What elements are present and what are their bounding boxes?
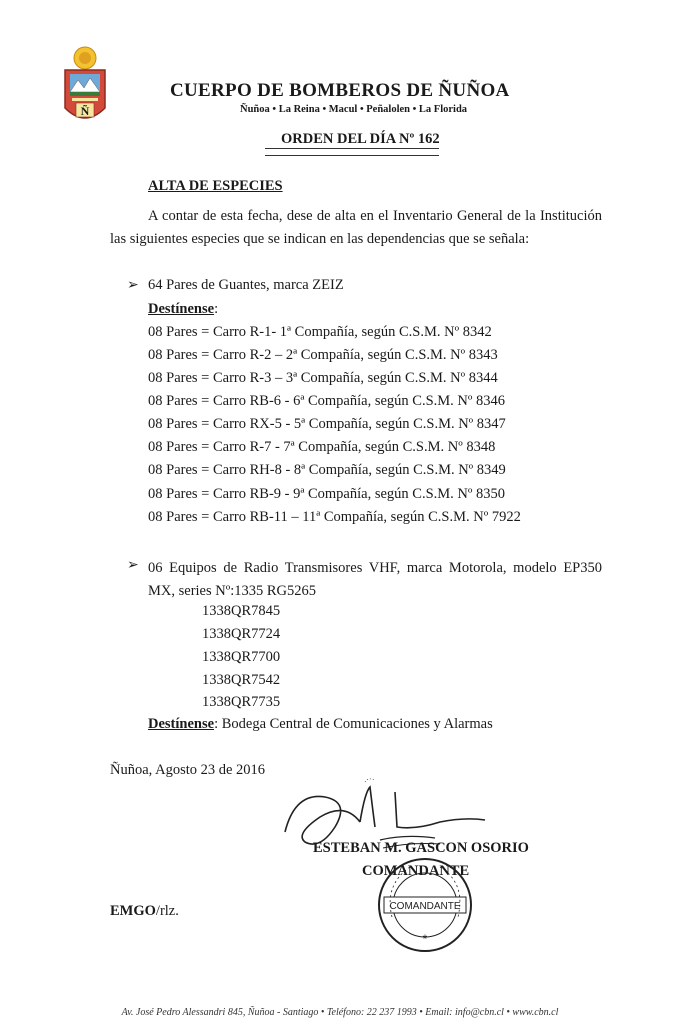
svg-text:COMANDANTE: COMANDANTE <box>389 901 461 912</box>
section-heading: ALTA DE ESPECIES <box>148 178 283 194</box>
signer-name: ESTEBAN M. GASCON OSORIO <box>313 840 529 856</box>
gloves-line: 08 Pares = Carro RX-5 - 5ª Compañía, según C.S.M. Nº 8347 <box>148 416 506 432</box>
item-radios: 06 Equipos de Radio Transmisores VHF, marca Motorola, modelo EP350 MX, series Nº:1335 RG5265 <box>148 560 602 599</box>
gloves-line: 08 Pares = Carro R-3 – 3ª Compañía, según C.S.M. Nº 8344 <box>148 370 498 386</box>
svg-text:*: * <box>422 932 428 946</box>
document-date: Ñuñoa, Agosto 23 de 2016 <box>110 762 266 778</box>
footer-contact: Av. José Pedro Alessandri 845, Ñuñoa - Santiago • Teléfono: 22 237 1993 • Email: info@cbn.cl • www.cbn.cl <box>121 1007 559 1018</box>
official-stamp-icon <box>370 855 480 955</box>
gloves-line: 08 Pares = Carro RB-11 – 11ª Compañía, según C.S.M. Nº 7922 <box>148 509 521 525</box>
gloves-line: 08 Pares = Carro RB-6 - 6ª Compañía, según C.S.M. Nº 8346 <box>148 393 505 409</box>
gloves-line: 08 Pares = Carro R-7 - 7ª Compañía, según C.S.M. Nº 8348 <box>148 439 496 455</box>
org-subtitle: Ñuñoa • La Reina • Macul • Peñalolen • La Florida <box>240 104 468 115</box>
signer-title: COMANDANTE <box>362 863 470 879</box>
radio-serial: 1338QR7845 <box>202 603 281 619</box>
radios-destination: Destínense: Bodega Central de Comunicaciones y Alarmas <box>148 716 493 732</box>
radio-serial: 1338QR7735 <box>202 694 281 710</box>
bullet-arrow-icon: ➢ <box>127 558 139 573</box>
bullet-arrow-icon: ➢ <box>127 278 139 293</box>
order-title: ORDEN DEL DÍA Nº 162 <box>281 131 440 147</box>
author-initials: EMGO/rlz. <box>110 903 179 919</box>
gloves-line: 08 Pares = Carro R-2 – 2ª Compañía, según C.S.M. Nº 8343 <box>148 347 498 363</box>
item-gloves: 64 Pares de Guantes, marca ZEIZ <box>148 277 344 293</box>
radio-serial: 1338QR7542 <box>202 672 281 688</box>
svg-text:Ñ: Ñ <box>80 104 90 118</box>
gloves-destination-label: Destínense: <box>148 301 219 317</box>
radio-serial: 1338QR7724 <box>202 626 281 642</box>
gloves-line: 08 Pares = Carro RB-9 - 9ª Compañía, según C.S.M. Nº 8350 <box>148 486 505 502</box>
org-name: CUERPO DE BOMBEROS DE ÑUÑOA <box>170 80 510 101</box>
gloves-line: 08 Pares = Carro RH-8 - 8ª Compañía, según C.S.M. Nº 8349 <box>148 462 506 478</box>
radio-serial: 1338QR7700 <box>202 649 281 665</box>
gloves-line: 08 Pares = Carro R-1- 1ª Compañía, según C.S.M. Nº 8342 <box>148 324 492 340</box>
intro-paragraph: A contar de esta fecha, dese de alta en el Inventario General de la Institución las siguientes especies que se indican en las dependencias que se señala: <box>110 208 602 247</box>
double-rule-divider <box>265 148 439 156</box>
